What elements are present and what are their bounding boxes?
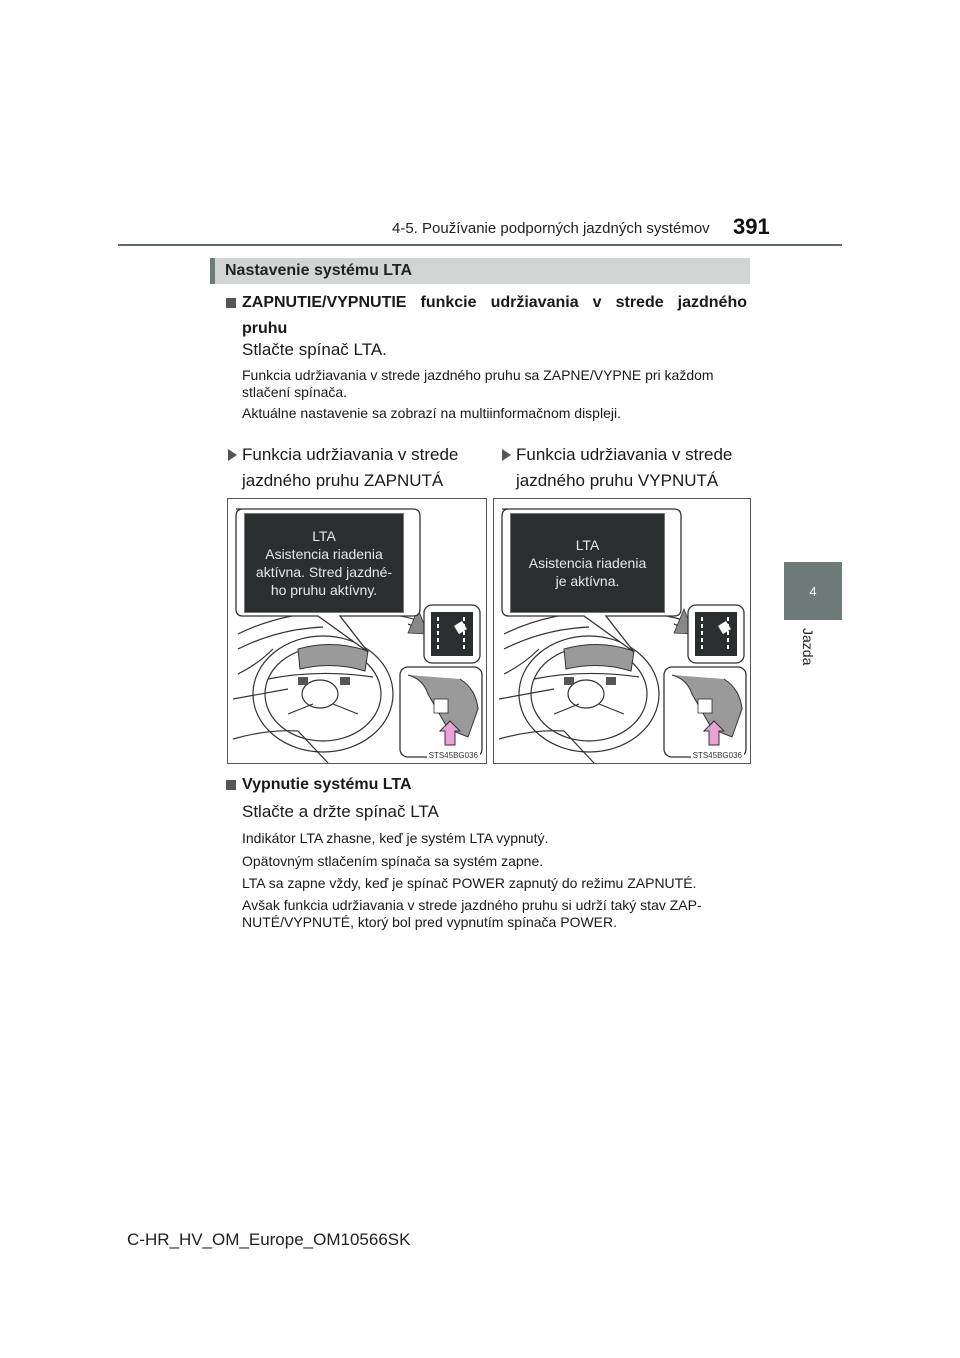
item1-note-1: Funkcia udržiavania v strede jazdného pruhu sa ZAPNE/VYPNE pri každom stlačení spínača. <box>242 367 714 400</box>
running-header-section: 4-5. Používanie podporných jazdných systémov <box>392 220 710 237</box>
figure1-caption: Funkcia udržiavania v strede jazdného pruhu ZAPNUTÁ <box>242 445 459 490</box>
item2-note-4: Avšak funkcia udržiavania v strede jazdného pruhu si udrží taký stav ZAP-NUTÉ/VYPNUTÉ, ktorý bol pred vypnutím spínača POWER. <box>242 897 702 930</box>
display-line: LTA <box>312 528 336 544</box>
chapter-label: Jazda <box>800 628 816 666</box>
caption-bullet-triangle <box>228 449 237 461</box>
display-line: aktívna. Stred jazdné- <box>255 564 393 580</box>
item2-instruction: Stlačte a držte spínač LTA <box>242 802 439 821</box>
caption-bullet-triangle <box>502 449 511 461</box>
chapter-number: 4 <box>809 583 817 599</box>
item-bullet-square <box>226 780 236 790</box>
chapter-tab <box>784 562 842 620</box>
display-line: ho pruhu aktívny. <box>270 582 378 598</box>
display-line: Asistencia riadenia <box>528 555 647 571</box>
display-line: je aktívna. <box>555 573 620 589</box>
page-number: 391 <box>733 214 770 239</box>
display-line: Asistencia riadenia <box>265 546 383 562</box>
header-rule <box>118 244 842 246</box>
figure2-illustration <box>493 498 751 764</box>
item2-note-1: Indikátor LTA zhasne, keď je systém LTA vypnutý. <box>242 830 549 846</box>
figure-code: STS45BG036 <box>428 751 478 760</box>
figure2-caption: Funkcia udržiavania v strede jazdného pruhu VYPNUTÁ <box>516 445 733 490</box>
figure-code: STS45BG036 <box>692 751 742 760</box>
item2-note-2: Opätovným stlačením spínača sa systém zapne. <box>242 853 544 869</box>
item2-title: Vypnutie systému LTA <box>242 776 412 793</box>
item-bullet-square <box>226 298 236 308</box>
item2-note-3: LTA sa zapne vždy, keď je spínač POWER zapnutý do režimu ZAPNUTÉ. <box>242 875 697 891</box>
item1-note-2: Aktuálne nastavenie sa zobrazí na multiinformačnom displeji. <box>242 405 621 421</box>
item1-instruction: Stlačte spínač LTA. <box>242 340 387 359</box>
multi-info-display-message <box>244 513 404 613</box>
figure1-illustration <box>227 498 487 764</box>
display-line: LTA <box>575 537 600 553</box>
multi-info-display-message <box>510 513 665 613</box>
item1-title: ZAPNUTIE/VYPNUTIE funkcie udržiavania v strede jazdného pruhu <box>242 294 747 337</box>
section-title: Nastavenie systému LTA <box>210 258 750 284</box>
document-code-footer: C-HR_HV_OM_Europe_OM10566SK <box>127 1230 411 1249</box>
